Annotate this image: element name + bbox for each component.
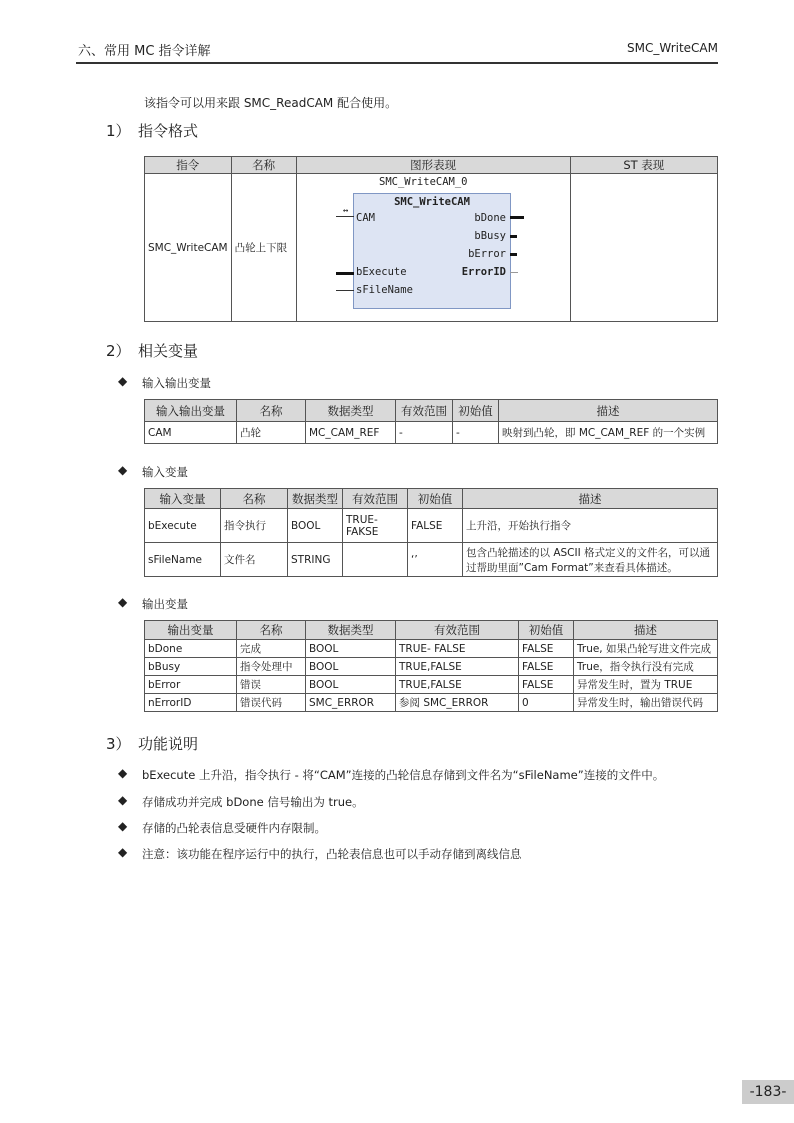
table-cell: 异常发生时，置为 TRUE [574, 676, 718, 694]
table-cell: TRUE-FAKSE [343, 509, 408, 543]
pin-line [336, 290, 354, 291]
heading-function: 3） 功能说明 [106, 735, 199, 753]
table-row [145, 509, 718, 543]
table-cell: ‘’ [408, 543, 463, 577]
inout-icon: ↔ [343, 206, 349, 216]
cmd-cell: SMC_WriteCAM [145, 174, 232, 322]
io-label [118, 374, 211, 391]
input-variables-table [144, 488, 718, 577]
column-header: 初始值 [519, 621, 574, 640]
table-cell: 凸轮 [237, 422, 306, 444]
table-cell: FALSE [408, 509, 463, 543]
pin-errorid: ErrorID [461, 266, 506, 278]
table-cell: TRUE,FALSE [396, 676, 519, 694]
table-cell: True，指令执行没有完成 [574, 658, 718, 676]
table-cell: nErrorID [145, 694, 237, 712]
fb-type: SMC_WriteCAM [394, 196, 470, 208]
column-header: 有效范围 [396, 400, 453, 422]
pin-line [336, 216, 354, 217]
table-row [145, 543, 718, 577]
table-cell: - [453, 422, 499, 444]
table-cell: SMC_ERROR [306, 694, 396, 712]
function-item [118, 819, 326, 836]
column-header: 初始值 [453, 400, 499, 422]
pin-cam: CAM [356, 212, 375, 224]
table-cell [343, 543, 408, 577]
column-header: 名称 [221, 489, 288, 509]
table-cell: STRING [288, 543, 343, 577]
column-header: 数据类型 [288, 489, 343, 509]
pin-berror: bError [468, 248, 506, 260]
pin-line [510, 216, 524, 219]
table-cell: 指令处理中 [237, 658, 306, 676]
table-cell: 错误代码 [237, 694, 306, 712]
table-cell: 0 [519, 694, 574, 712]
table-cell: sFileName [145, 543, 221, 577]
column-header: 输入输出变量 [145, 400, 237, 422]
section-header: SMC_WriteCAM [627, 41, 718, 55]
table-cell: 参阅 SMC_ERROR [396, 694, 519, 712]
chapter-header: 六、常用 MC 指令详解 [78, 44, 211, 59]
th: ST 表现 [570, 157, 717, 174]
column-header: 描述 [463, 489, 718, 509]
header-divider [76, 62, 718, 64]
heading-variables: 2） 相关变量 [106, 342, 199, 360]
table-row [145, 640, 718, 658]
table-cell: FALSE [519, 640, 574, 658]
table-cell: BOOL [288, 509, 343, 543]
pin-line [510, 272, 518, 273]
bullet-icon: ◆ [118, 463, 128, 477]
bullet-icon: ◆ [118, 766, 128, 780]
pin-line [336, 272, 354, 275]
table-cell: 映射到凸轮，即 MC_CAM_REF 的一个实例 [499, 422, 718, 444]
bullet-icon: ◆ [118, 819, 128, 833]
name-cell: 凸轮上下限 [231, 174, 296, 322]
text: bExecute 上升沿，指令执行 - 将“CAM”连接的凸轮信息存储到文件名为“sFileName”连接的文件中。 [142, 768, 665, 782]
table-cell: bError [145, 676, 237, 694]
column-header: 输入变量 [145, 489, 221, 509]
th: 名称 [231, 157, 296, 174]
column-header: 数据类型 [306, 621, 396, 640]
io-variables-table [144, 399, 718, 444]
out-label [118, 595, 188, 612]
table-cell: TRUE,FALSE [396, 658, 519, 676]
table-cell: 文件名 [221, 543, 288, 577]
column-header: 初始值 [408, 489, 463, 509]
table-cell: BOOL [306, 640, 396, 658]
function-item [118, 766, 665, 783]
pin-sfilename: sFileName [356, 284, 413, 296]
column-header: 有效范围 [343, 489, 408, 509]
table-cell: 异常发生时，输出错误代码 [574, 694, 718, 712]
pin-bexecute: bExecute [356, 266, 407, 278]
table-cell: 错误 [237, 676, 306, 694]
page-number: -183- [742, 1080, 794, 1104]
pin-line [510, 235, 517, 238]
label: 输出变量 [142, 597, 188, 611]
in-label [118, 463, 188, 480]
table-cell: BOOL [306, 676, 396, 694]
intro-text: 该指令可以用来跟 SMC_ReadCAM 配合使用。 [144, 96, 398, 110]
table-row [145, 422, 718, 444]
table-cell: 指令执行 [221, 509, 288, 543]
column-header: 输出变量 [145, 621, 237, 640]
bullet-icon: ◆ [118, 374, 128, 388]
th: 指令 [145, 157, 232, 174]
column-header: 描述 [574, 621, 718, 640]
label: 输入输出变量 [142, 376, 211, 390]
bullet-icon: ◆ [118, 595, 128, 609]
table-cell: MC_CAM_REF [306, 422, 396, 444]
column-header: 有效范围 [396, 621, 519, 640]
table-row [145, 694, 718, 712]
th: 图形表现 [296, 157, 570, 174]
column-header: 数据类型 [306, 400, 396, 422]
table-cell: bBusy [145, 658, 237, 676]
pin-line [510, 253, 517, 256]
bullet-icon: ◆ [118, 793, 128, 807]
table-cell: 上升沿，开始执行指令 [463, 509, 718, 543]
column-header: 名称 [237, 621, 306, 640]
output-variables-table [144, 620, 718, 712]
table-cell: TRUE- FALSE [396, 640, 519, 658]
text: 注意：该功能在程序运行中的执行，凸轮表信息也可以手动存储到离线信息 [142, 847, 522, 861]
table-cell: bDone [145, 640, 237, 658]
column-header: 名称 [237, 400, 306, 422]
table-cell: - [396, 422, 453, 444]
bullet-icon: ◆ [118, 845, 128, 859]
table-cell: BOOL [306, 658, 396, 676]
table-row [145, 676, 718, 694]
pin-bbusy: bBusy [474, 230, 506, 242]
table-cell: 包含凸轮描述的以 ASCII 格式定义的文件名，可以通过帮助里面”Cam Format”来查看具体描述。 [463, 543, 718, 577]
table-cell: bExecute [145, 509, 221, 543]
function-item [118, 793, 364, 810]
table-cell: FALSE [519, 658, 574, 676]
table-cell: True, 如果凸轮写进文件完成 [574, 640, 718, 658]
pin-bdone: bDone [474, 212, 506, 224]
table-cell: CAM [145, 422, 237, 444]
heading-format: 1） 指令格式 [106, 122, 199, 140]
label: 输入变量 [142, 465, 188, 479]
st-cell [570, 174, 717, 322]
table-cell: 完成 [237, 640, 306, 658]
table-cell: FALSE [519, 676, 574, 694]
text: 存储的凸轮表信息受硬件内存限制。 [142, 821, 326, 835]
fb-instance: SMC_WriteCAM_0 [379, 176, 468, 188]
table-row [145, 658, 718, 676]
function-item [118, 845, 522, 862]
column-header: 描述 [499, 400, 718, 422]
text: 存储成功并完成 bDone 信号输出为 true。 [142, 795, 364, 809]
